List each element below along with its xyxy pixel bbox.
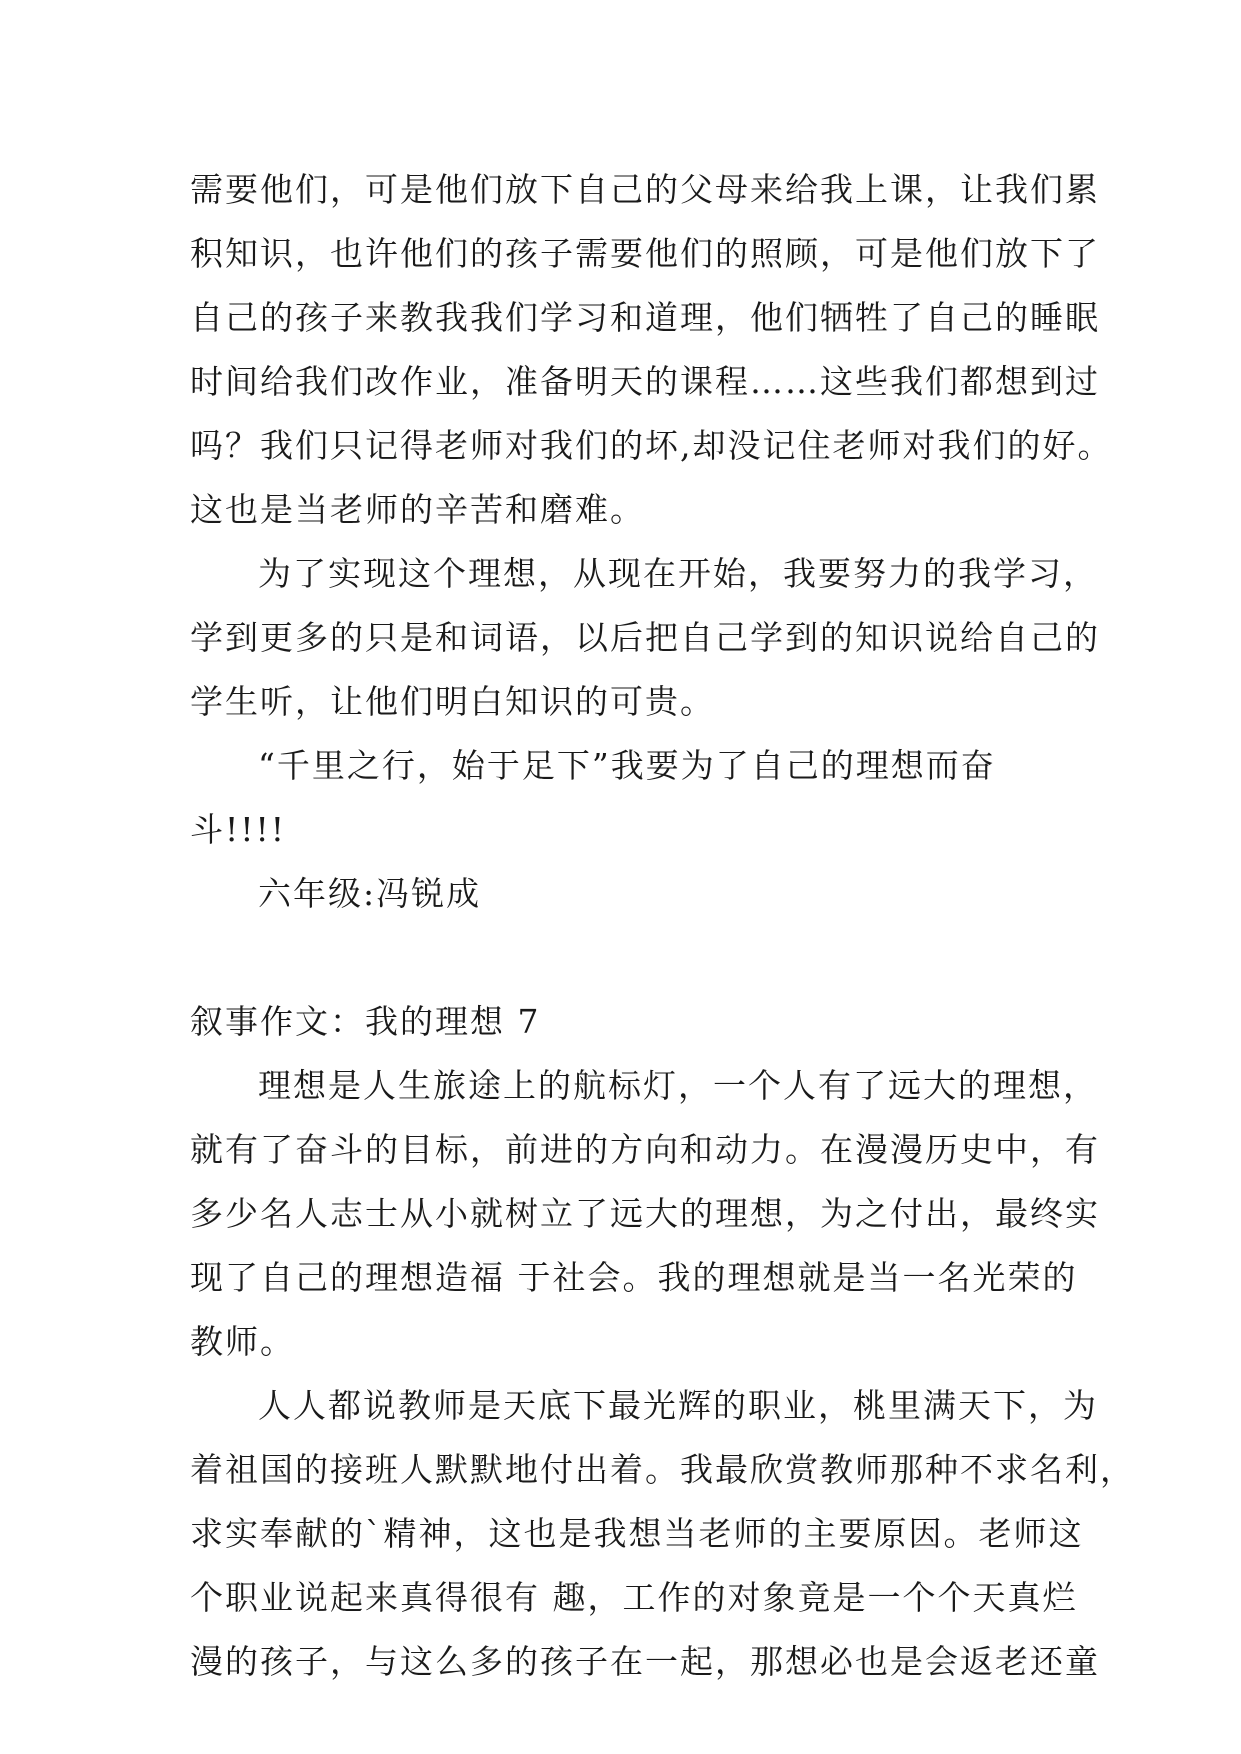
text-line: 漫的孩子，与这么多的孩子在一起，那想必也是会返老还童 <box>190 1642 1100 1681</box>
text-line: 个职业说起来真得很有 趣，工作的对象竟是一个个天真烂 <box>190 1578 1078 1617</box>
text-line: 现了自己的理想造福 于社会。我的理想就是当一名光荣的 <box>190 1258 1078 1297</box>
paragraph-gap <box>190 926 1070 990</box>
paragraph-start-line: 理想是人生旅途上的航标灯，一个人有了远大的理想， <box>258 1066 1098 1105</box>
text-line: 就有了奋斗的目标，前进的方向和动力。在漫漫历史中，有 <box>190 1130 1100 1169</box>
text-line: 时间给我们改作业，准备明天的课程……这些我们都想到过 <box>190 362 1100 401</box>
text-line: 这也是当老师的辛苦和磨难。 <box>190 490 645 529</box>
text-line: 斗!!!! <box>190 810 287 849</box>
paragraph-start-line: 人人都说教师是天底下最光辉的职业，桃里满天下，为 <box>258 1386 1098 1425</box>
section-title: 叙事作文：我的理想 7 <box>190 1002 541 1041</box>
text-line: 吗？我们只记得老师对我们的坏,却没记住老师对我们的好。 <box>190 426 1113 465</box>
text-line: 学到更多的只是和词语，以后把自己学到的知识说给自己的 <box>190 618 1100 657</box>
text-line: 学生听，让他们明白知识的可贵。 <box>190 682 715 721</box>
text-line: 多少名人志士从小就树立了远大的理想，为之付出，最终实 <box>190 1194 1100 1233</box>
author-signature-line: 六年级:冯锐成 <box>258 874 482 913</box>
text-line: 求实奉献的`精神，这也是我想当老师的主要原因。老师这 <box>190 1514 1084 1553</box>
paragraph-start-line: “千里之行，始于足下”我要为了自己的理想而奋 <box>258 746 996 785</box>
text-line: 积知识，也许他们的孩子需要他们的照顾，可是他们放下了 <box>190 234 1100 273</box>
text-line: 自己的孩子来教我我们学习和道理，他们牺牲了自己的睡眠 <box>190 298 1100 337</box>
document-body <box>190 158 1135 1694</box>
text-line: 需要他们，可是他们放下自己的父母来给我上课，让我们累 <box>190 170 1100 209</box>
paragraph-start-line: 为了实现这个理想，从现在开始，我要努力的我学习， <box>258 554 1098 593</box>
text-line: 教师。 <box>190 1322 295 1361</box>
text-line: 着祖国的接班人默默地付出着。我最欣赏教师那种不求名利， <box>190 1450 1135 1489</box>
